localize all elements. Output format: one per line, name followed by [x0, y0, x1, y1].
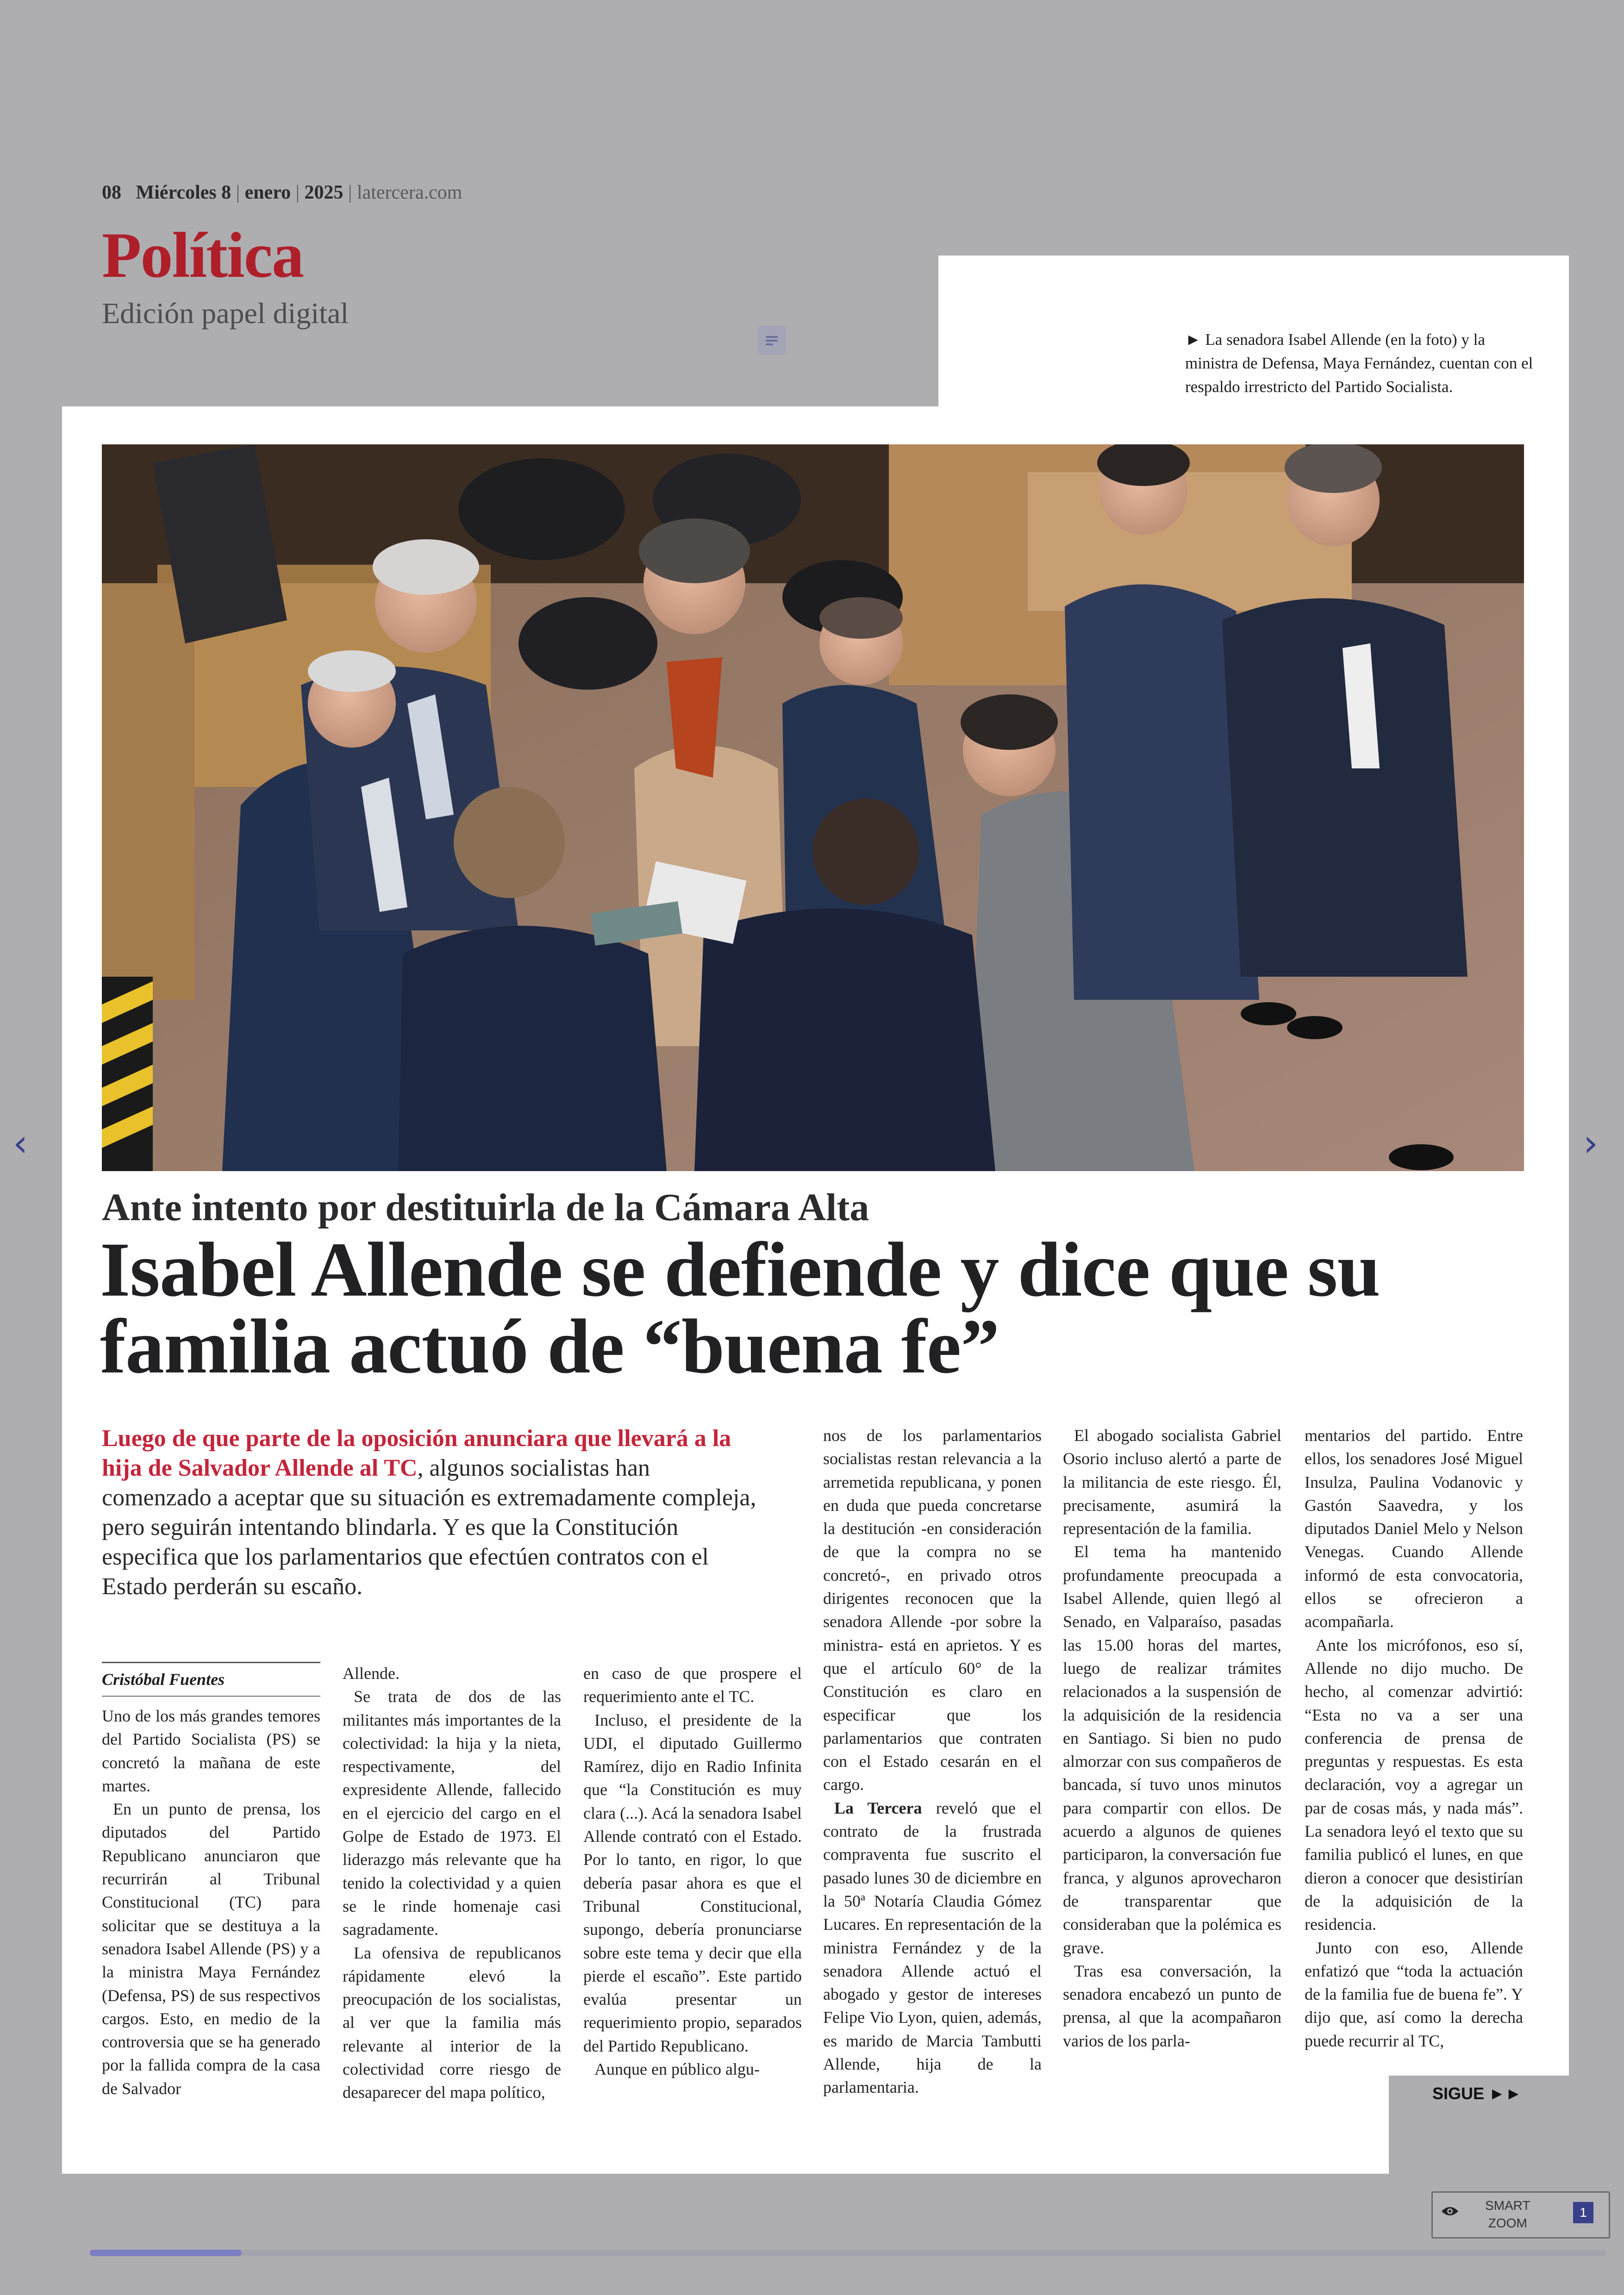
- paragraph: Allende.: [343, 1664, 400, 1683]
- paragraph: Ante los micrófonos, eso sí, Allende no dijo mucho. De hecho, al comenzar advirtió: “Esta no va a ser una conferencia de prensa de preguntas y respuestas. Es esta declaración, voy a agregar un par de cosas más, y nada más”. La senadora leyó el texto que su familia publicó el lunes, en que dieron a conocer que desistirían de la adquisición de la residencia.: [1305, 1635, 1523, 1934]
- issue-date-month: enero: [244, 182, 291, 203]
- article-column-2: [343, 1662, 561, 2104]
- article-lead: [102, 1424, 764, 1602]
- issue-date-day: Miércoles 8: [136, 182, 231, 203]
- article-headline: Isabel Allende se defiende y dice que su familia actuó de “buena fe”: [100, 1227, 1380, 1390]
- prev-page-arrow-icon[interactable]: ‹: [13, 1122, 28, 1165]
- continue-label: SIGUE ►►: [1432, 2084, 1522, 2103]
- smart-zoom-label-line: ZOOM: [1488, 2216, 1527, 2230]
- smart-zoom-count-badge: 1: [1573, 2202, 1593, 2223]
- separator: |: [295, 182, 300, 203]
- lead-highlight: Luego de que parte de la oposición anunciara que llevará a la hija de Salvador Allende al TC: [102, 1425, 731, 1481]
- paragraph: mentarios del partido. Entre ellos, los senadores José Miguel Insulza, Paulina Vodanovic y Gastón Saavedra, y los diputados Daniel Melo y Nelson Venegas. Cuando Allende informó de esta convocatoria, ellos se ofrecieron a acompañarla.: [1305, 1426, 1523, 1631]
- eye-icon: [1441, 2206, 1459, 2217]
- issue-header: [102, 181, 462, 204]
- article-column-3: [583, 1662, 802, 2081]
- article-byline: Cristóbal Fuentes: [102, 1662, 320, 1697]
- paragraph: Aunque en público algu-: [594, 2060, 760, 2079]
- caption-marker-icon: ►: [1185, 331, 1201, 349]
- next-page-arrow-icon[interactable]: ›: [1583, 1122, 1598, 1165]
- section-title: Política: [102, 219, 303, 291]
- newspaper-name: La Tercera: [834, 1798, 922, 1817]
- paragraph: Uno de los más grandes temores del Partido Socialista (PS) se concretó la mañana de este martes.: [102, 1707, 320, 1795]
- paragraph: nos de los parlamentarios socialistas restan relevancia a la arremetida republicana, y ponen en duda que pueda concretarse la destitución -en consideración de que la compra no se concretó-, en privado otros dirigentes reconocen que la senadora Allende -por sobre la ministra- está en aprietos. Y es que el artículo 60° de la Constitución es claro en especificar que los parlamentarios que contraten con el Estado cesarán en el cargo.: [823, 1426, 1042, 1794]
- paragraph: Tras esa conversación, la senadora encabezó un punto de prensa, al que la acompañaron varios de los parla-: [1063, 1961, 1281, 2050]
- page-number: 08: [102, 182, 121, 203]
- section-subtitle: Edición papel digital: [102, 297, 349, 330]
- note-icon[interactable]: [757, 326, 786, 355]
- issue-date-year: 2025: [304, 182, 344, 203]
- smart-zoom-label: [1485, 2197, 1530, 2232]
- page-progress-track[interactable]: [90, 2250, 1606, 2256]
- separator: |: [348, 182, 352, 203]
- photo-illustration: [102, 444, 1524, 1171]
- photo-caption: [1185, 328, 1537, 399]
- caption-text: La senadora Isabel Allende (en la foto) y la ministra de Defensa, Maya Fernández, cuentan con el respaldo irrestricto del Partido Socialista.: [1185, 331, 1533, 396]
- paragraph: El abogado socialista Gabriel Osorio incluso alertó a parte de la militancia de este riesgo. Él, precisamente, asumirá la representación de la familia.: [1063, 1426, 1281, 1538]
- paragraph: Junto con eso, Allende enfatizó que “toda la actuación de la familia fue de buena fe”. Y dijo que, así como la derecha puede recurrir al TC,: [1305, 1938, 1523, 2050]
- paragraph: [823, 1796, 1042, 2099]
- smart-zoom-label-line: SMART: [1485, 2198, 1530, 2213]
- article-column-5: [1063, 1424, 1281, 2052]
- site-name: latercera.com: [356, 182, 462, 203]
- article-column-1: [102, 1704, 320, 2100]
- paragraph: en caso de que prospere el requerimiento ante el TC.: [583, 1664, 802, 1706]
- article-column-6: [1305, 1424, 1523, 2052]
- paragraph: Se trata de dos de las militantes más importantes de la colectividad: la hija y la nieta, respectivamente, del expresidente Allende, fallecido en el ejercicio del cargo en el Golpe de Estado de 1973. El liderazgo más relevante que ha tenido la colectividad y a quien se le rinde homenaje casi sagradamente.: [343, 1687, 561, 1939]
- article-photo: [102, 444, 1524, 1171]
- lead-text: , algunos socialistas han comenzado a aceptar que su situación es extremadamente compleja, pero seguirán intentando blindarla. Y es que la Constitución especifica que los parlamentarios que efectúen contratos con el Estado perderán su escaño.: [102, 1455, 756, 1600]
- article-kicker: Ante intento por destituirla de la Cámara Alta: [102, 1186, 869, 1229]
- paragraph: La ofensiva de republicanos rápidamente elevó la preocupación de los socialistas, al ver que la familia más relevante al interior de la colectividad corre riesgo de desaparecer del mapa político,: [343, 1943, 561, 2102]
- page-progress-fill: [90, 2250, 242, 2256]
- paragraph: Incluso, el presidente de la UDI, el diputado Guillermo Ramírez, dijo en Radio Infinita que “la Constitución es muy clara (...). Acá la senadora Isabel Allende contrató con el Estado. Por lo tanto, en rigor, lo que debería pasar ahora es que el Tribunal Constitucional, supongo, debería pronunciarse sobre este tema y decir que ella pierde el escaño”. Este partido evalúa presentar un requerimiento propio, separados del Partido Republicano.: [583, 1710, 802, 2055]
- paragraph: El tema ha mantenido profundamente preocupada a Isabel Allende, quien llegó al Senado, en Valparaíso, pasadas las 15.00 horas del martes, luego de realizar trámites relacionados a la suspensión de la adquisición de la residencia en Santiago. Si bien no pudo almorzar con sus compañeros de bancada, sí tuvo unos minutos para compartir con ellos. De acuerdo a algunos de quienes participaron, la conversación fue franca, y algunos aprovecharon de transparentar que consideraban que la polémica es grave.: [1063, 1542, 1281, 1957]
- paragraph-text: reveló que el contrato de la frustrada compraventa fue suscrito el pasado lunes 30 de diciembre en la 50ª Notaría Claudia Gómez Lucares. En representación de la ministra Fernández y de la senadora Allende actuó el abogado y gestor de intereses Felipe Vio Lyon, quien, además, es marido de Marcia Tambutti Allende, hija de la parlamentaria.: [823, 1798, 1042, 2097]
- separator: |: [236, 182, 240, 203]
- paragraph: En un punto de prensa, los diputados del Partido Republicano anunciaron que recurrirán al Tribunal Constitucional (TC) para solicitar que se destituya a la senadora Isabel Allende (PS) y a la ministra Maya Fernández (Defensa, PS) de sus respectivos cargos. Esto, en medio de la controversia que se ha generado por la fallida compra de la casa de Salvador: [102, 1800, 320, 2098]
- article-column-4: [823, 1424, 1042, 2099]
